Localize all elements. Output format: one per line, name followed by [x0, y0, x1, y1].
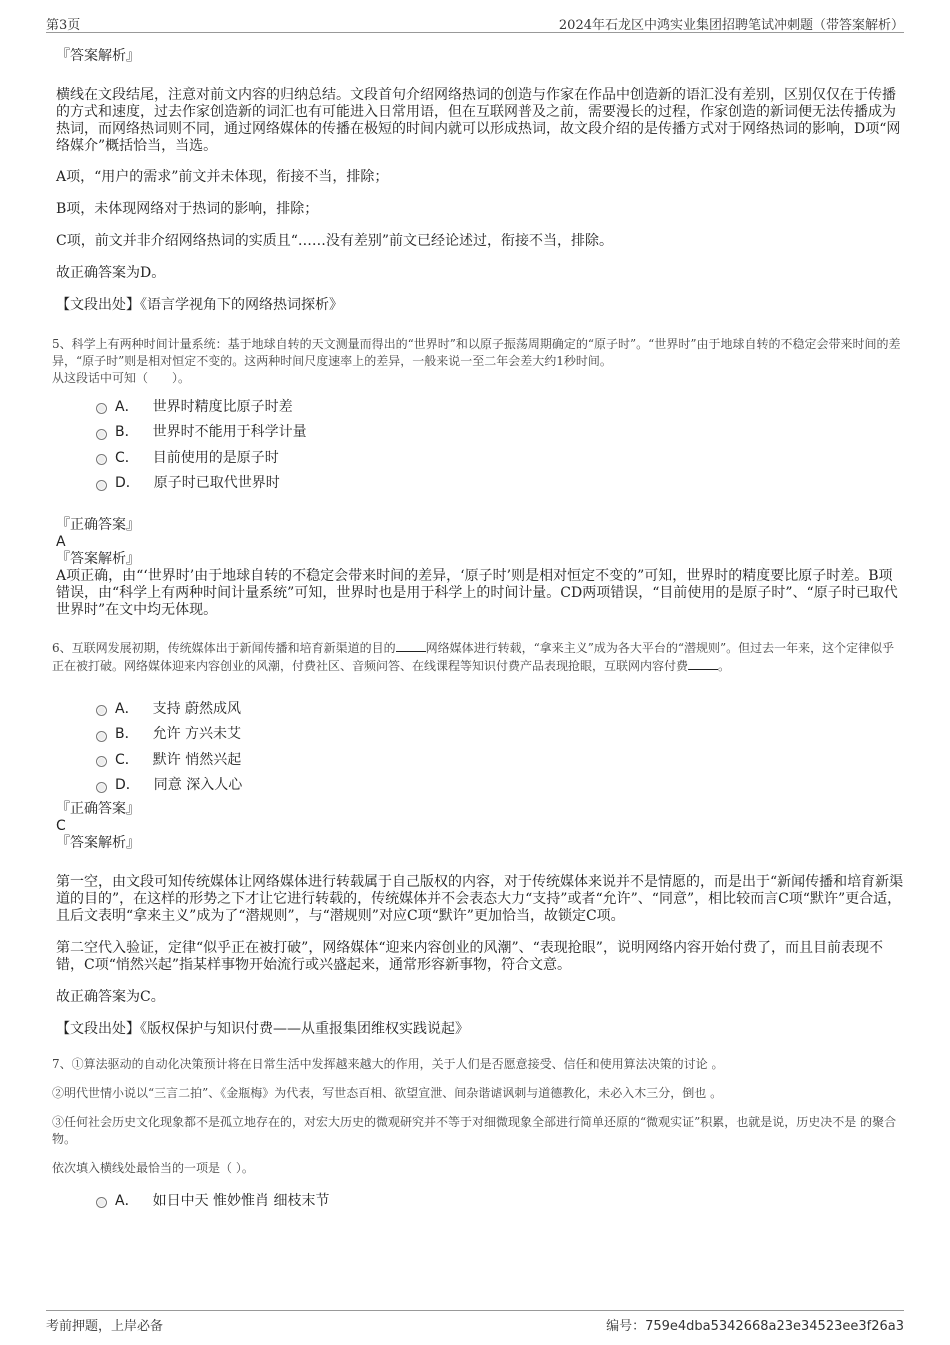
q6-option-c[interactable]: C． 默许 悄然兴起 — [96, 746, 904, 772]
radio-button[interactable] — [96, 403, 107, 414]
q6-options — [96, 695, 904, 797]
q4-analysis-option-a: A项，“用户的需求”前文并未体现，衔接不当，排除； — [56, 169, 389, 185]
blank-line — [688, 657, 718, 670]
q6-analysis-paragraph-2: 第二空代入验证，定律“似乎正在被打破”，网络媒体“迎来内容创业的风潮”、“表现抢眼”，说明网络内容开始付费了，而且目前表现不错，C项“悄然兴起”指某样事物开始流行或兴盛起来，通常形容新事物，符合文意。 — [56, 940, 883, 973]
footer-slogan: 考前押题，上岸必备 — [46, 1319, 164, 1334]
q5-prompt: 从这段话中可知（ ）。 — [52, 371, 191, 385]
radio-button[interactable] — [96, 756, 107, 767]
q4-analysis-option-c: C项，前文并非介绍网络热词的实质且“……没有差别”前文已经论述过，衔接不当，排除。 — [56, 233, 614, 249]
q4-answer-conclusion: 故正确答案为D。 — [56, 265, 166, 281]
question-6 — [52, 639, 904, 1038]
q4-analysis-option-b: B项，未体现网络对于热词的影响，排除； — [56, 201, 319, 217]
q6-option-d[interactable]: D． 同意 深入人心 — [96, 772, 904, 798]
page-number: 第3页 — [46, 18, 81, 33]
radio-button[interactable] — [96, 705, 107, 716]
q5-option-a[interactable]: A． 世界时精度比原子时差 — [96, 393, 904, 419]
q7-prompt: 依次填入横线处最恰当的一项是（ ）。 — [52, 1161, 254, 1175]
radio-button[interactable] — [96, 782, 107, 793]
q6-source: 【文段出处】《版权保护与知识付费——从重报集团维权实践说起》 — [56, 1021, 469, 1037]
radio-button[interactable] — [96, 1197, 107, 1208]
q6-option-b[interactable]: B． 允许 方兴未艾 — [96, 721, 904, 747]
q5-stem: 5、科学上有两种时间计量系统：基于地球自转的天文测量而得出的“世界时”和以原子振荡周期确定的“原子时”。“世界时”由于地球自转的不稳定会带来时间的差异，“原子时”则是相对恒定不变的。这两种时间尺度速率上的差异，一般来说一至二年会差大约1秒时间。 — [52, 337, 901, 368]
q4-source: 【文段出处】《语言学视角下的网络热词探析》 — [56, 297, 343, 313]
q6-answer: C — [56, 818, 66, 834]
page-content — [52, 44, 904, 1213]
q7-option-a[interactable]: A． 如日中天 惟妙惟肖 细枝末节 — [96, 1187, 904, 1213]
q5-answer-label: 『正确答案』 — [56, 517, 140, 533]
q5-option-b[interactable]: B． 世界时不能用于科学计量 — [96, 419, 904, 445]
q5-option-c[interactable]: C． 目前使用的是原子时 — [96, 444, 904, 470]
q4-analysis-label: 『答案解析』 — [56, 48, 140, 64]
q5-answer: A — [56, 534, 66, 550]
q7-options — [96, 1187, 904, 1213]
q6-analysis-label: 『答案解析』 — [56, 835, 140, 851]
radio-button[interactable] — [96, 454, 107, 465]
document-title: 2024年石龙区中鸿实业集团招聘笔试冲刺题（带答案解析） — [558, 18, 904, 33]
radio-button[interactable] — [96, 429, 107, 440]
radio-button[interactable] — [96, 480, 107, 491]
q6-answer-label: 『正确答案』 — [56, 801, 140, 817]
page-footer — [46, 1310, 904, 1333]
q5-options — [96, 393, 904, 495]
q6-stem: 6、互联网发展初期，传统媒体出于新闻传播和培育新渠道的目的 网络媒体进行转载，“拿来主义”成为各大平台的“潜规则”。但过去一年来，这个定律似乎正在被打破。网络媒体迎来内容创业的风潮，付费社区、音频问答、在线课程等知识付费产品表现抢眼，互联网内容付费 。 — [52, 641, 895, 673]
q5-analysis: A项正确，由“‘世界时’由于地球自转的不稳定会带来时间的差异，‘原子时’则是相对恒定不变的”可知，世界时的精度要比原子时差。B项错误，由“科学上有两种时间计量系统”可知，世界时也是用于科学上的时间计量。CD两项错误，“目前使用的是原子时”、“原子时已取代世界时”在文中均无体现。 — [56, 568, 898, 618]
q7-line-2: ②明代世情小说以“三言二拍”、《金瓶梅》为代表，写世态百相、欲望宣泄、间杂谐谑讽刺与道德教化，未必入木三分，倒也 。 — [52, 1086, 723, 1100]
q7-line-1: 7、①算法驱动的自动化决策预计将在日常生活中发挥越来越大的作用，关于人们是否愿意接受、信任和使用算法决策的讨论 。 — [52, 1057, 724, 1071]
q7-line-3: ③任何社会历史文化现象都不是孤立地存在的，对宏大历史的微观研究并不等于对细微现象全部进行简单还原的“微观实证”积累，也就是说，历史决不是 的聚合物。 — [52, 1115, 897, 1146]
radio-button[interactable] — [96, 731, 107, 742]
q6-option-a[interactable]: A． 支持 蔚然成风 — [96, 695, 904, 721]
q6-analysis-paragraph-1: 第一空，由文段可知传统媒体让网络媒体进行转载属于自己版权的内容，对于传统媒体来说并不是情愿的，而是出于“新闻传播和培育新渠道的目的”，在这样的形势之下才让它进行转载的，传统媒体并不会表态大力“支持”或者“允许”、“同意”，相比较而言C项“默许”更合适，且后文表明“拿来主义”成为了“潜规则”，与“潜规则”对应C项“默许”更加恰当，故锁定C项。 — [56, 874, 904, 924]
q5-analysis-label: 『答案解析』 — [56, 551, 140, 567]
question-5 — [52, 336, 904, 619]
question-7 — [52, 1056, 904, 1213]
q6-answer-conclusion: 故正确答案为C。 — [56, 989, 165, 1005]
blank-line — [396, 639, 426, 652]
page-header — [46, 12, 904, 33]
document-id: 编号：759e4dba5342668a23e34523ee3f26a3 — [606, 1319, 904, 1334]
q5-option-d[interactable]: D． 原子时已取代世界时 — [96, 470, 904, 496]
q4-analysis-paragraph: 横线在文段结尾，注意对前文内容的归纳总结。文段首句介绍网络热词的创造与作家在作品中创造新的语汇没有差别，区别仅仅在于传播的方式和速度，过去作家创造新的词汇也有可能进入日常用语，但在互联网普及之前，需要漫长的过程，作家创造的新词便无法传播成为热词，而网络热词则不同，通过网络媒体的传播在极短的时间内就可以形成热词，故文段介绍的是传播方式对于网络热词的影响，D项“网络媒介”概括恰当，当选。 — [56, 87, 901, 154]
